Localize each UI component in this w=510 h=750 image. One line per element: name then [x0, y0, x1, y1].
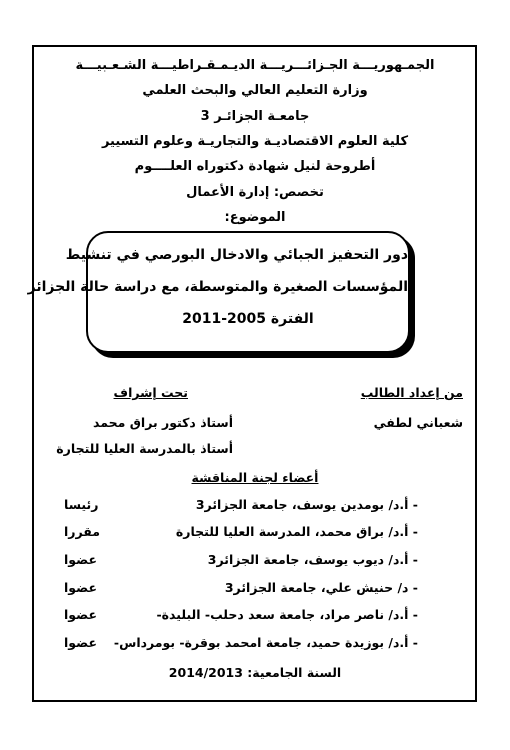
- subject-label: الموضوع:: [224, 210, 286, 225]
- prepared-by-label: من إعداد الطالب: [360, 385, 463, 400]
- thesis-degree: أطروحة لنيل شهادة دكتوراه العلــــوم: [134, 159, 376, 174]
- thesis-title-line-1: دور التحفيز الجبائي والادخال البورصي في تنشيط: [65, 247, 408, 263]
- student-name: شعباني لطفي: [373, 415, 463, 430]
- faculty-name: كلية العلوم الاقتصاديـة والتجاريـة وعلوم التسيير: [101, 134, 409, 149]
- supervisor-affiliation: أستاذ بالمدرسة العليا للتجارة: [56, 441, 233, 456]
- jury-member-name: - أ.د/ بومدين يوسف، جامعة الجزائر3: [195, 497, 418, 512]
- thesis-period: الفترة 2005-2011: [182, 311, 314, 327]
- jury-member-role: مقررا: [64, 524, 100, 539]
- jury-member-name: - أ.د/ براق محمد، المدرسة العليا للتجارة: [175, 524, 418, 539]
- jury-member-role: عضوا: [64, 552, 97, 567]
- supervisor-name: أستاذ دكتور براق محمد: [93, 415, 233, 430]
- jury-member-name: - أ.د/ ناصر مراد، جامعة سعد دحلب- البليدة-: [156, 607, 418, 622]
- ministry-name: وزارة التعليم العالي والبحث العلمي: [142, 83, 368, 98]
- jury-title: أعضاء لجنة المناقشة: [191, 470, 319, 485]
- jury-member-role: رئيسا: [64, 497, 99, 512]
- specialty: تخصص: إدارة الأعمال: [186, 185, 324, 200]
- jury-member-role: عضوا: [64, 607, 97, 622]
- republic-name: الجمـهوريـــة الجـزائـــريـــة الديـمـقـراطيـــة الشـعـبيـــة: [75, 58, 435, 73]
- jury-member-role: عضوا: [64, 635, 97, 650]
- jury-member-name: - أ.د/ ديوب يوسف، جامعة الجزائر3: [207, 552, 418, 567]
- jury-member-name: - أ.د/ بوزيدة حميد، جامعة امحمد بوقرة- بومرداس-: [113, 635, 418, 650]
- jury-member-name: - د/ حنيش علي، جامعة الجزائر3: [224, 580, 418, 595]
- academic-year: السنة الجامعية: 2014/2013: [168, 665, 342, 680]
- university-name: جامعـة الجزائـر 3: [200, 109, 310, 124]
- thesis-title-line-2: المؤسسات الصغيرة والمتوسطة، مع دراسة حالة الجزائر: [27, 279, 408, 295]
- thesis-title-box: [27, 231, 410, 353]
- supervision-label: تحت إشراف: [113, 385, 188, 400]
- jury-member-role: عضوا: [64, 580, 97, 595]
